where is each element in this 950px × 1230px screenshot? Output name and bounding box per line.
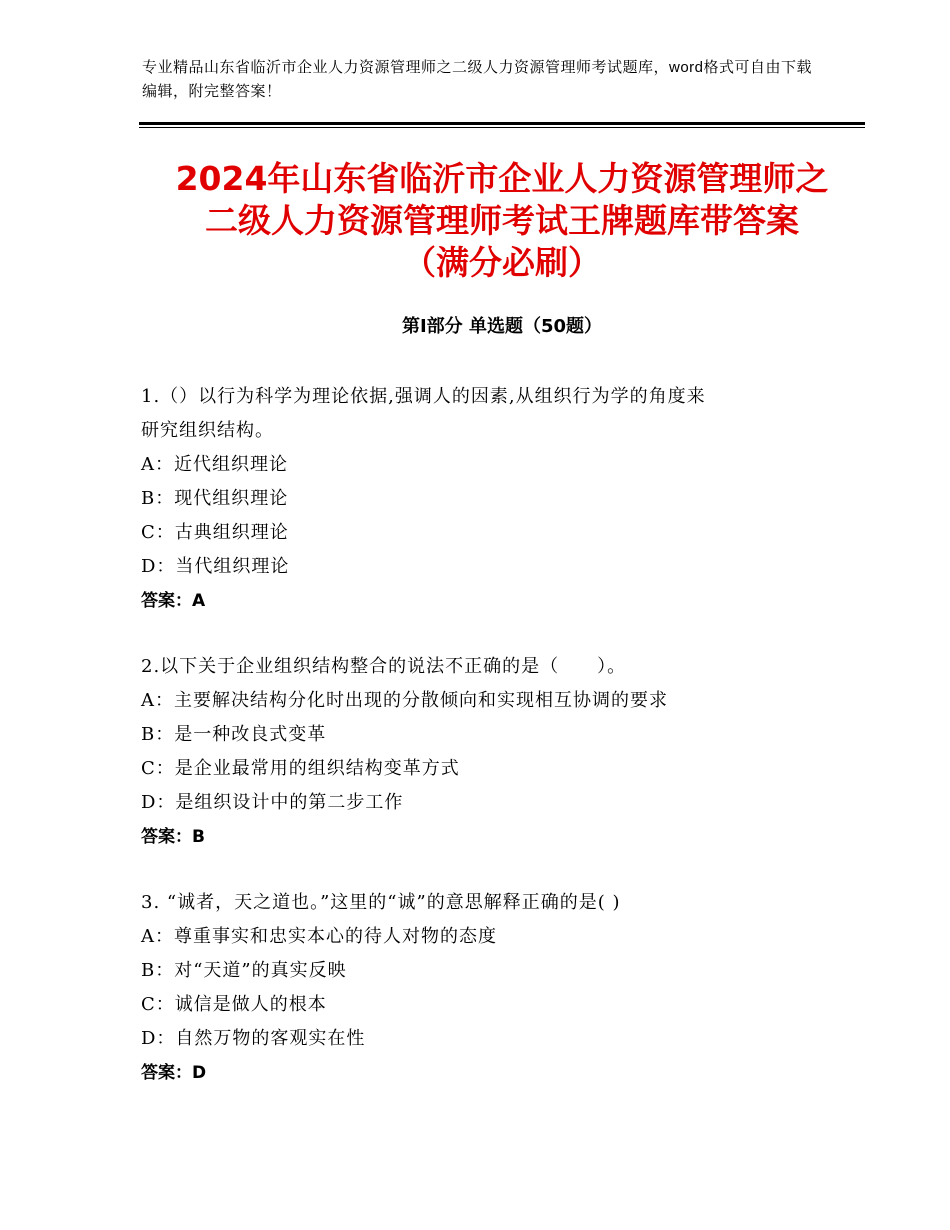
question-list — [141, 380, 841, 1122]
question-stem: 3. “诚者，天之道也。”这里的“诚”的意思解释正确的是( ) — [141, 892, 621, 913]
question-stem: 研究组织结构。 — [141, 420, 274, 441]
option-a: A：近代组织理论 — [141, 454, 288, 475]
section-title: 第Ⅰ部分 单选题（50题） — [401, 316, 602, 337]
title-line: 二级人力资源管理师考试王牌题库带答案 — [205, 201, 799, 240]
option-c: C：诚信是做人的根本 — [141, 994, 327, 1015]
header-rule-thin — [139, 127, 865, 128]
option-a: A：主要解决结构分化时出现的分散倾向和实现相互协调的要求 — [141, 690, 668, 711]
option-c: C：是企业最常用的组织结构变革方式 — [141, 758, 460, 779]
option-d: D：自然万物的客观实在性 — [141, 1028, 366, 1049]
question-stem: 1.（）以行为科学为理论依据,强调人的因素,从组织行为学的角度来 — [141, 386, 706, 407]
option-d: D：当代组织理论 — [141, 556, 290, 577]
option-a: A：尊重事实和忠实本心的待人对物的态度 — [141, 926, 497, 947]
header-rule-thick — [139, 122, 865, 125]
option-c: C：古典组织理论 — [141, 522, 289, 543]
header-note: 专业精品山东省临沂市企业人力资源管理师之二级人力资源管理师考试题库，word格式可自由下载编辑，附完整答案！ — [142, 59, 813, 100]
question-1 — [141, 380, 841, 618]
answer: 答案：B — [141, 827, 205, 847]
question-2 — [141, 650, 841, 854]
answer: 答案：A — [141, 591, 206, 611]
document-title — [139, 158, 865, 284]
answer: 答案：D — [141, 1063, 207, 1083]
title-line: （满分必刷） — [403, 243, 601, 282]
question-3 — [141, 886, 841, 1090]
question-stem: 2.以下关于企业组织结构整合的说法不正确的是（ ）。 — [141, 656, 627, 677]
option-d: D：是组织设计中的第二步工作 — [141, 792, 404, 813]
title-line: 2024年山东省临沂市企业人力资源管理师之 — [175, 159, 829, 198]
option-b: B：对“天道”的真实反映 — [141, 960, 347, 981]
option-b: B：是一种改良式变革 — [141, 724, 327, 745]
option-b: B：现代组织理论 — [141, 488, 289, 509]
